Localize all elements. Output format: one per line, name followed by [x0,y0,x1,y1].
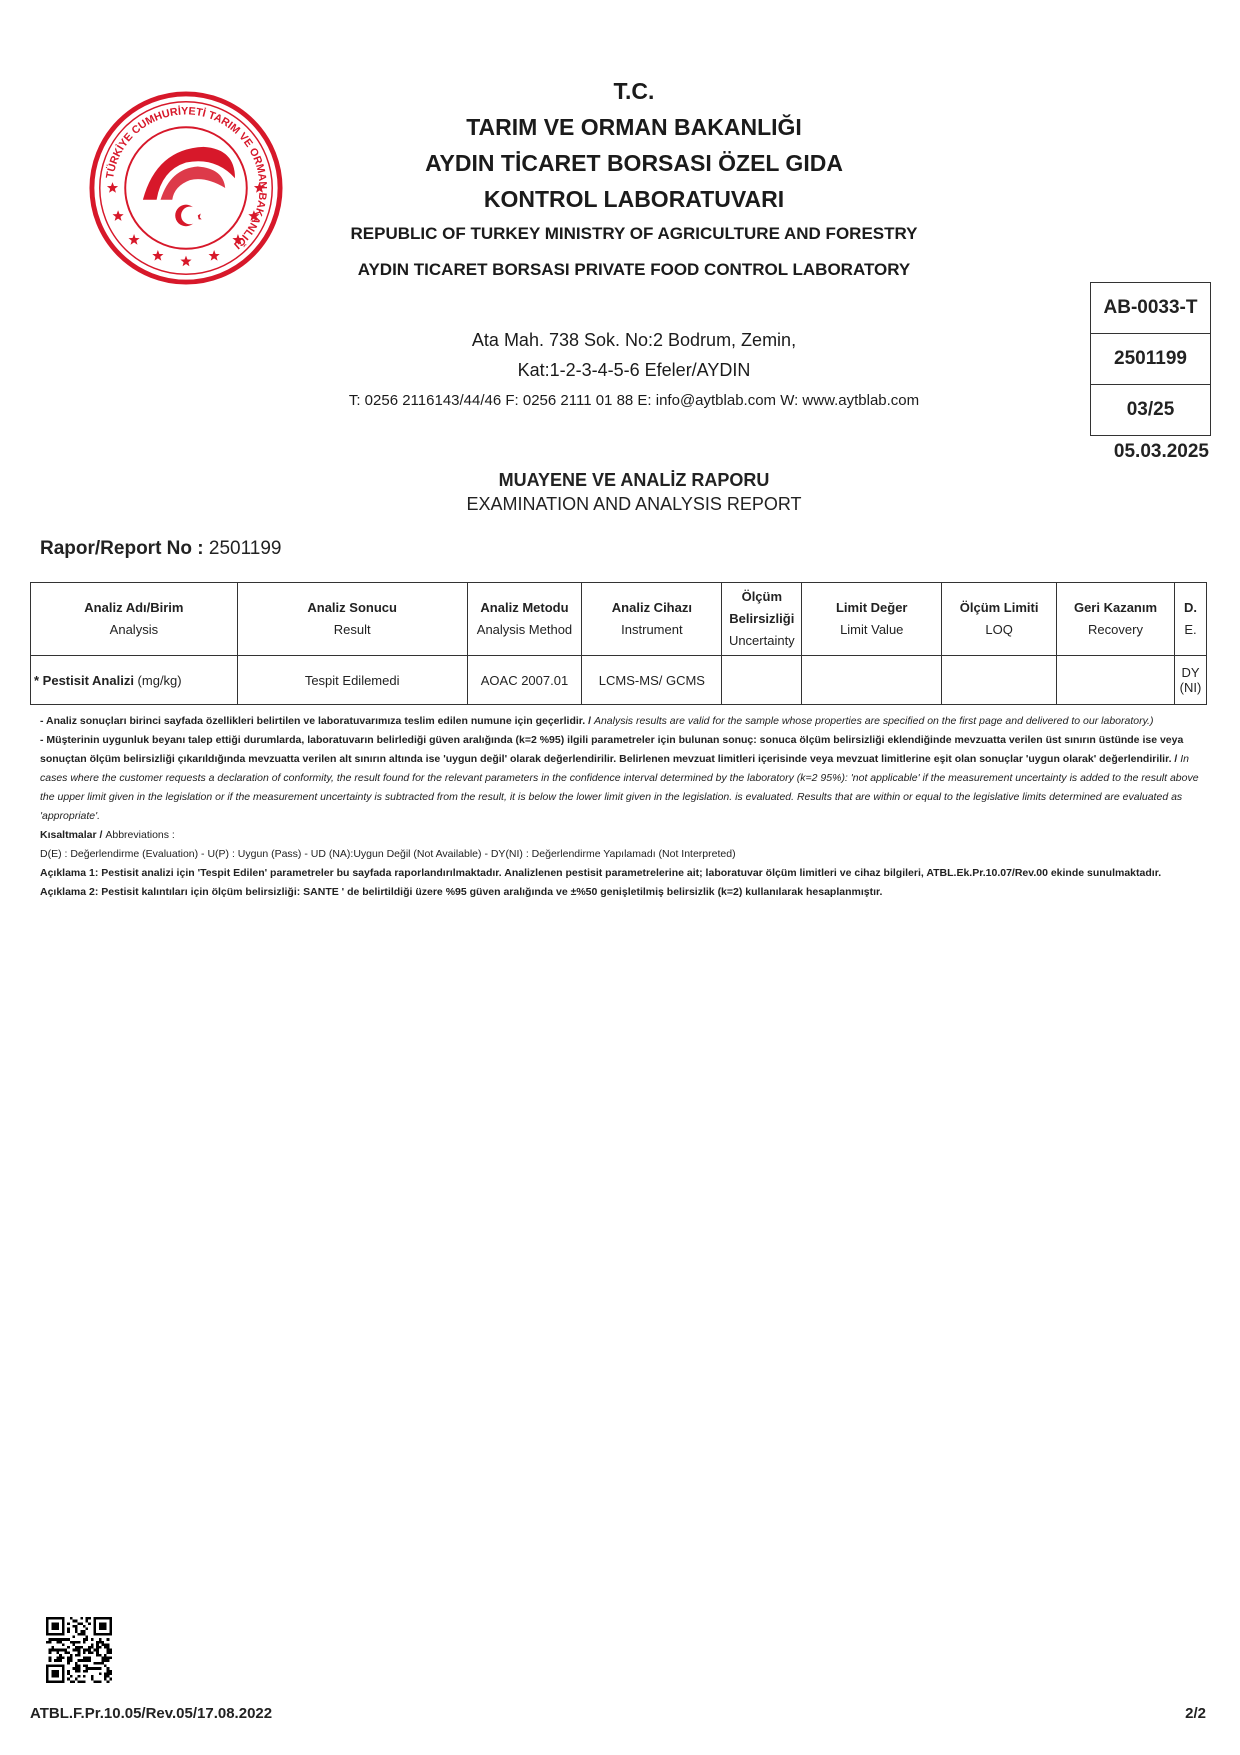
report-no-value: 2501199 [203,538,282,559]
results-table [30,582,1207,705]
header-lab-tr-1: AYDIN TİCARET BORSASI ÖZEL GIDA [425,150,843,176]
cell-uncertainty [722,656,802,705]
report-number-box: 2501199 [1091,334,1210,385]
cell-result: Tespit Edilemedi [237,656,467,705]
header-tc: T.C. [613,78,655,104]
page-ref-box: 03/25 [1126,399,1175,420]
note-1: - Analiz sonuçları birinci sayfada özellikleri belirtilen ve laboratuvarımıza teslim edilen numune için geçerlidir. / Analysis results are valid for the sample whose properties are specified on the first page and delivered to our laboratory.) [40,715,1154,727]
report-no-label: Rapor/Report No : [40,538,204,559]
header-ministry-tr: TARIM VE ORMAN BAKANLIĞI [466,114,802,140]
cell-analysis: * Pestisit Analizi (mg/kg) [31,656,238,705]
seal-star-icon [128,234,139,245]
form-code: ATBL.F.Pr.10.05/Rev.05/17.08.2022 [30,1705,273,1722]
accreditation-code: AB-0033-T [1091,283,1210,334]
note-2: - Müşterinin uygunluk beyanı talep ettiği durumlarda, laboratuvarın belirlediği güven aralığında (k=2 %95) ilgili parametreler için bulunan sonuç: sonuca ölçüm belirsizliği eklendiğinde mevzuatta verilen üst sınırın üstünde ise veya sonuçtan ölçüm belirsizliği çıkarıldığında mevzuatta verilen alt sınırın altında ise 'uygun değil' olarak değerlendirilir. Belirlenen mevzuat limitleri içerisinde veya mevzuat limitlerine eşit olan sonuçlar 'uygun olarak' değerlendirilir. / In cases where the customer requests a declaration of conformity, the result found for the relevant parameters in the confidence interval determined by the laboratory (k=2 95%): 'not applicable' if the measurement uncertainty is added to the result above the upper limit given in the legislation or if the measurement uncertainty is subtracted from the result, it is below the lower limit given in the legislation. is evaluated. Results that are within or equal to the legislative limits determined are evaluated as 'appropriate'. [40,734,1199,822]
seal-ring-text: TÜRKİYE CUMHURİYETİ TARIM VE ORMAN BAKANLIĞI [104,105,269,252]
seal-star-icon [107,182,118,193]
report-no [40,538,281,560]
seal-star-icon [180,256,191,267]
cell-recovery [1057,656,1175,705]
header-evaluation: D. E. [1174,583,1206,656]
header-lab-en: AYDIN TICARET BORSASI PRIVATE FOOD CONTROL LABORATORY [357,260,911,279]
header-ministry-en: REPUBLIC OF TURKEY MINISTRY OF AGRICULTURE AND FORESTRY [350,224,918,243]
header-method: Analiz Metodu Analysis Method [467,583,582,656]
seal-star-icon [152,250,163,261]
table-header-row [31,583,1207,656]
cell-limit [802,656,942,705]
cell-method: AOAC 2007.01 [467,656,582,705]
abbreviations-label: Kısaltmalar / Abbreviations : [40,829,175,841]
report-title-en: EXAMINATION AND ANALYSIS REPORT [466,494,802,514]
qr-code-icon [46,1617,112,1683]
address-line-2: Kat:1-2-3-4-5-6 Efeler/AYDIN [517,360,751,380]
page-number: 2/2 [1185,1705,1206,1722]
header-result: Analiz Sonucu Result [237,583,467,656]
header-limit: Limit Değer Limit Value [802,583,942,656]
report-title-tr: MUAYENE VE ANALİZ RAPORU [498,470,770,490]
address-line-1: Ata Mah. 738 Sok. No:2 Bodrum, Zemin, [471,330,797,350]
notes-section [40,712,1200,902]
cell-evaluation: DY (NI) [1174,656,1206,705]
cell-instrument: LCMS-MS/ GCMS [582,656,722,705]
header-lab-tr-2: KONTROL LABORATUVARI [483,186,785,212]
header-analysis: Analiz Adı/Birim Analysis [31,583,238,656]
seal-star-icon [209,250,220,261]
table-row [31,656,1207,705]
report-date: 05.03.2025 [1113,441,1209,462]
code-box [1090,282,1211,436]
ministry-seal-logo [88,90,284,286]
abbreviations-text: D(E) : Değerlendirme (Evaluation) - U(P) : Uygun (Pass) - UD (NA):Uygun Değil (Not Available) - DY(NI) : Değerlendirme Yapılamadı (Not Interpreted) [40,848,736,860]
explanation-text: Açıklama 1: Pestisit analizi için 'Tespit Edilen' parametreler bu sayfada raporlandırılmaktadır. Analizlenen pestisit parametrelerine ait; laboratuvar ölçüm limitleri ve cihaz bilgileri, ATBL.Ek.Pr.10.07/Rev.00 ekinde sunulmaktadır. Açıklama 2: Pestisit kalıntıları için ölçüm belirsizliği: SANTE ' de belirtildiği üzere %95 güven aralığında ve ±%50 genişletilmiş belirsizlik (k=2) kullanılarak hesaplanmıştır. [40,867,1162,898]
cell-loq [942,656,1057,705]
contact-line: T: 0256 2116143/44/46 F: 0256 2111 01 88 E: info@aytblab.com W: www.aytblab.com [348,392,920,409]
seal-star-icon [113,210,124,221]
header-loq: Ölçüm Limiti LOQ [942,583,1057,656]
header-uncertainty: Ölçüm Belirsizliği Uncertainty [722,583,802,656]
header-recovery: Geri Kazanım Recovery [1057,583,1175,656]
header-instrument: Analiz Cihazı Instrument [582,583,722,656]
